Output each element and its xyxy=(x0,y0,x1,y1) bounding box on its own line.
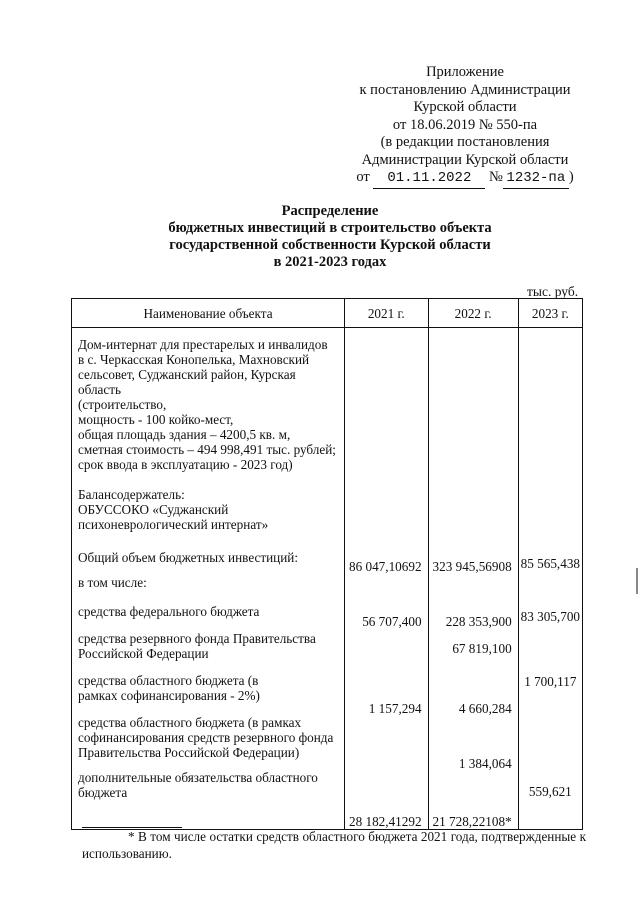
row-name-regional-cofinancing: средства областного бюджета (в рамках софинансирования средств резервного фонда Правительства Российской Федерации) xyxy=(78,715,334,760)
appendix-date-line xyxy=(340,169,590,189)
title-line: Распределение xyxy=(281,203,379,219)
appendix-line: от 18.06.2019 № 550-па xyxy=(392,116,538,133)
object-line: сельсовет, Суджанский район, Курская xyxy=(78,367,296,382)
regional-cofinancing-2022: 1 384,064 xyxy=(458,756,512,771)
table-row xyxy=(72,328,583,830)
scan-artifact xyxy=(636,568,638,594)
holder-line: психоневрологический интернат» xyxy=(78,517,269,532)
col-2023-cell xyxy=(518,328,582,830)
object-line: Дом-интернат для престарелых и инвалидов xyxy=(78,337,328,352)
object-cell xyxy=(72,328,345,830)
title-line: в 2021-2023 годах xyxy=(273,254,387,270)
holder-line: ОБУССОКО «Суджанский xyxy=(78,502,229,517)
title-line: государственной собственности Курской области xyxy=(169,237,491,253)
reserve-2022: 67 819,100 xyxy=(452,641,512,656)
total-2021: 86 047,10692 xyxy=(349,559,422,574)
appendix-line: Приложение xyxy=(426,64,504,80)
total-2022: 323 945,56908 xyxy=(432,559,512,574)
federal-2021: 56 707,400 xyxy=(362,614,422,629)
col-2021-cell xyxy=(345,328,429,830)
close-paren: ) xyxy=(568,169,574,185)
row-name-federal: средства федерального бюджета xyxy=(78,604,260,619)
additional-2021: 28 182,41292 xyxy=(349,814,422,829)
federal-2023: 83 305,700 xyxy=(520,609,580,624)
regional-2021: 1 157,294 xyxy=(368,701,422,716)
additional-2023: 559,621 xyxy=(528,784,572,799)
object-line: срок ввода в эксплуатацию - 2023 год) xyxy=(78,457,293,472)
regional-2022: 4 660,284 xyxy=(458,701,512,716)
row-name-including: в том числе: xyxy=(78,575,147,590)
object-line: мощность - 100 койко-мест, xyxy=(78,412,234,427)
row-name-reserve-fund: средства резервного фонда Правительства Российской Федерации xyxy=(78,631,316,661)
document-title xyxy=(60,203,600,271)
federal-2022: 228 353,900 xyxy=(445,614,512,629)
unit-label: тыс. руб. xyxy=(527,284,579,299)
appendix-line: к постановлению Администрации xyxy=(359,81,571,98)
object-line: в с. Черкасская Конопелька, Махновский xyxy=(78,352,310,367)
object-line: сметная стоимость – 494 998,491 тыс. рублей; xyxy=(78,442,336,457)
title-line: бюджетных инвестиций в строительство объекта xyxy=(168,220,492,236)
decree-date: 01.11.2022 xyxy=(373,170,485,189)
table-header-row xyxy=(72,299,583,328)
row-name-total: Общий объем бюджетных инвестиций: xyxy=(78,550,299,565)
appendix-line: Курской области xyxy=(413,99,517,115)
appendix-line: Администрации Курской области xyxy=(361,151,569,168)
header-object-name: Наименование объекта xyxy=(72,299,345,328)
number-prefix: № xyxy=(488,169,503,185)
footnote: * В том числе остатки средств областного бюджета 2021 года, подтвержденные к использованию. xyxy=(82,829,586,861)
object-line: (строительство, xyxy=(78,397,167,412)
appendix-line: (в редакции постановления xyxy=(380,134,550,150)
investment-table xyxy=(71,298,583,830)
appendix-block xyxy=(340,64,590,189)
total-2023: 85 565,438 xyxy=(520,556,580,571)
date-prefix: от xyxy=(356,169,370,185)
col-2022-cell xyxy=(428,328,518,830)
additional-2022: 21 728,22108* xyxy=(432,814,512,829)
object-line: общая площадь здания – 4200,5 кв. м, xyxy=(78,427,291,442)
header-2021: 2021 г. xyxy=(345,299,429,328)
header-2023: 2023 г. xyxy=(518,299,582,328)
object-line: область xyxy=(78,382,122,397)
decree-number: 1232-па xyxy=(503,170,569,189)
row-name-additional: дополнительные обязательства областного бюджета xyxy=(78,770,318,800)
regional-2023: 1 700,117 xyxy=(524,674,577,689)
header-2022: 2022 г. xyxy=(428,299,518,328)
holder-line: Балансодержатель: xyxy=(78,487,185,502)
row-name-regional: средства областного бюджета (в рамках софинансирования - 2%) xyxy=(78,673,260,703)
